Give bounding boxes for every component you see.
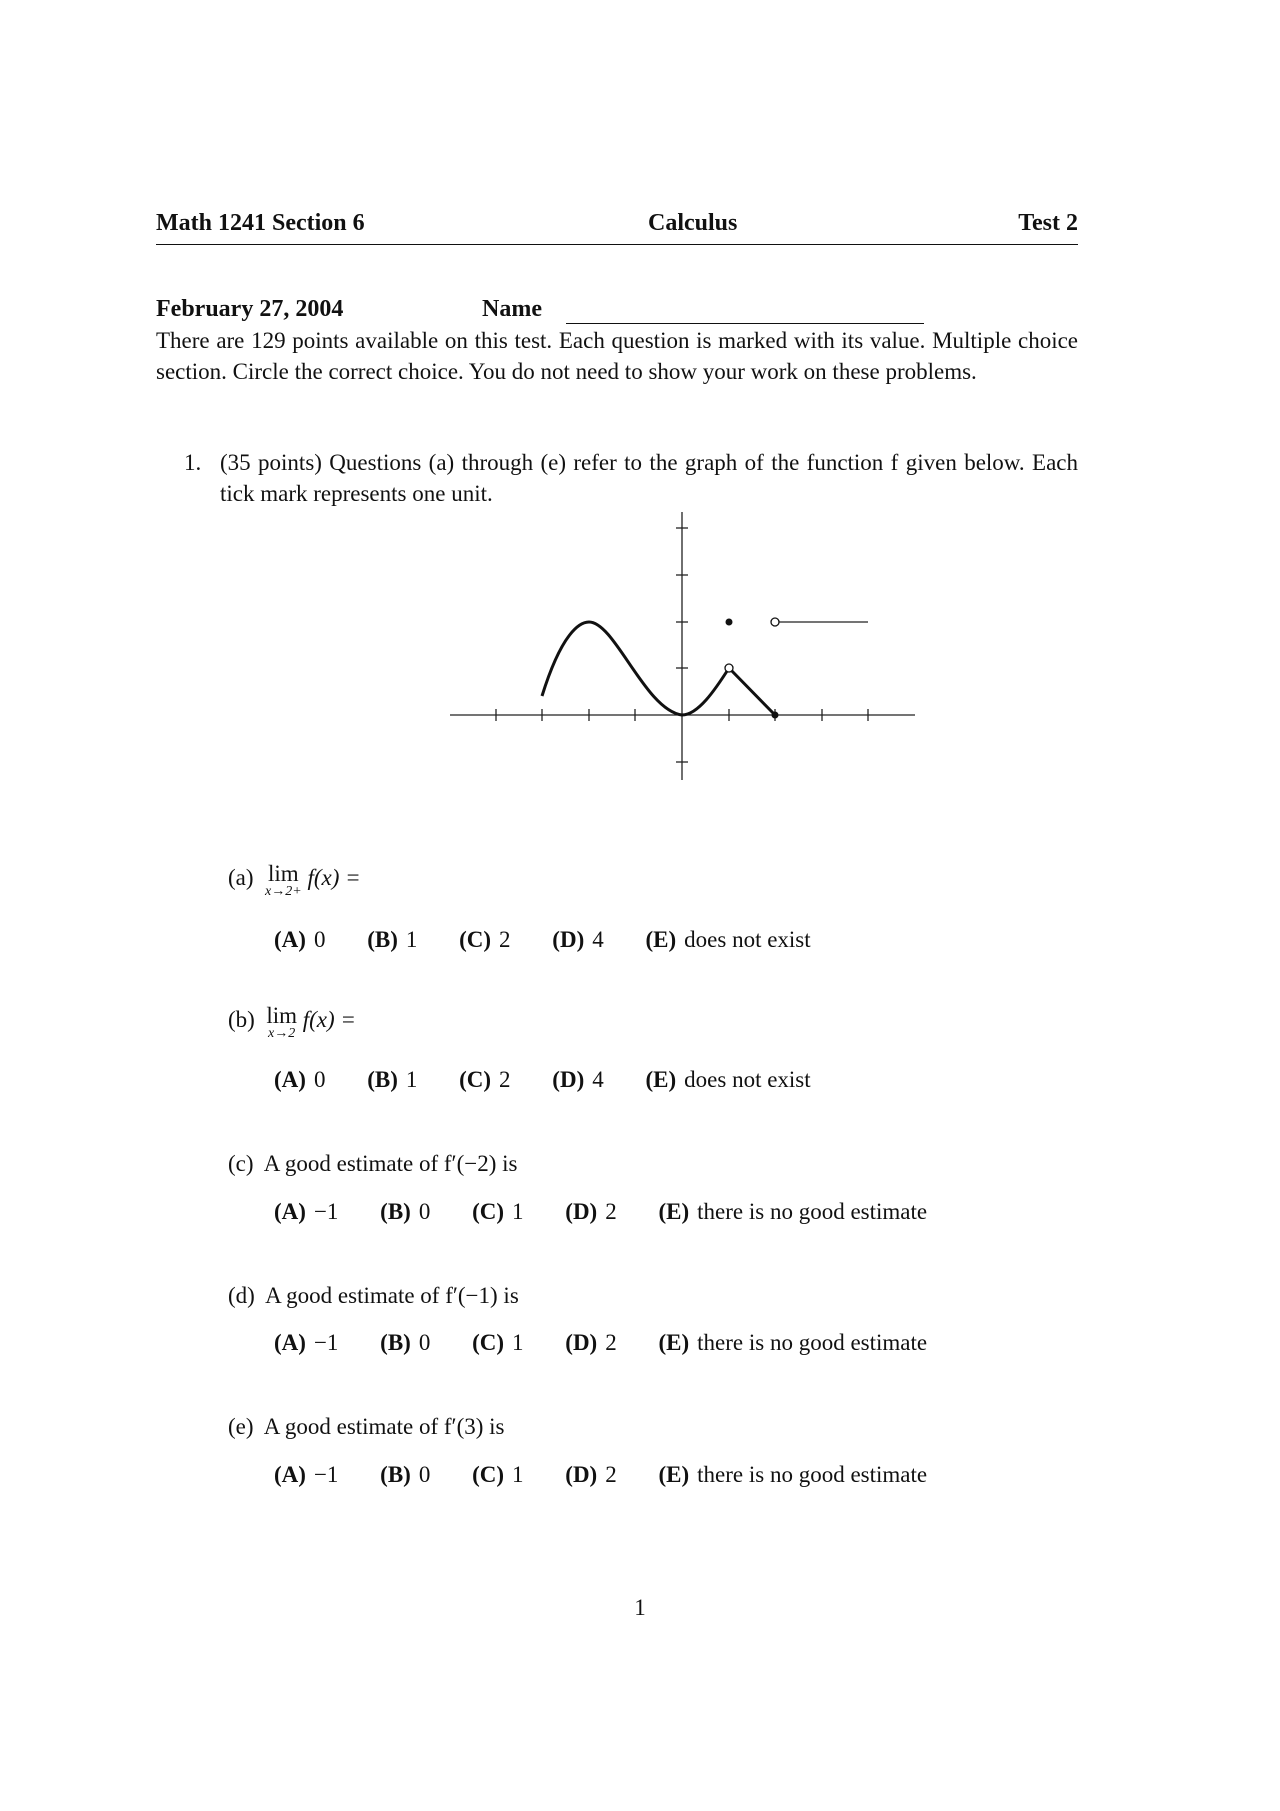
part-b — [228, 1004, 356, 1040]
part-d — [228, 1280, 519, 1311]
choice-e-D[interactable]: (D) 2 — [565, 1462, 617, 1487]
open-point-2-2 — [771, 618, 779, 626]
name-field-line[interactable] — [566, 323, 924, 324]
part-b-expr: f(x) = — [302, 1007, 356, 1032]
header-test: Test 2 — [1018, 210, 1078, 236]
name-label: Name — [482, 296, 542, 322]
part-e-label: (e) — [228, 1414, 254, 1439]
limit-a: lim x→2+ — [265, 861, 302, 899]
header-course: Math 1241 Section 6 — [156, 210, 365, 236]
question-1 — [184, 447, 1078, 509]
choice-e-E[interactable]: (E) there is no good estimate — [658, 1462, 928, 1487]
open-point-1-1 — [725, 664, 733, 672]
choice-c-C[interactable]: (C) 1 — [472, 1199, 524, 1224]
segment-down — [729, 668, 775, 715]
choice-b-A[interactable]: (A) 0 — [274, 1067, 326, 1092]
part-d-label: (d) — [228, 1283, 255, 1308]
choice-e-B[interactable]: (B) 0 — [380, 1462, 431, 1487]
filled-point-2-0 — [772, 712, 779, 719]
choice-d-C[interactable]: (C) 1 — [472, 1330, 524, 1355]
choices-c — [274, 1196, 963, 1227]
choice-a-C[interactable]: (C) 2 — [459, 927, 511, 952]
choices-d — [274, 1327, 963, 1358]
choice-c-B[interactable]: (B) 0 — [380, 1199, 431, 1224]
part-a-label: (a) — [228, 865, 254, 890]
choice-d-A[interactable]: (A) −1 — [274, 1330, 339, 1355]
choice-b-B[interactable]: (B) 1 — [367, 1067, 418, 1092]
choices-e — [274, 1459, 963, 1490]
choice-b-D[interactable]: (D) 4 — [552, 1067, 604, 1092]
header-subject: Calculus — [648, 210, 738, 236]
choice-a-E[interactable]: (E) does not exist — [645, 927, 811, 952]
choice-c-D[interactable]: (D) 2 — [565, 1199, 617, 1224]
choice-c-A[interactable]: (A) −1 — [274, 1199, 339, 1224]
choice-d-D[interactable]: (D) 2 — [565, 1330, 617, 1355]
part-e-prompt: A good estimate of f′(3) is — [263, 1414, 505, 1439]
choice-b-C[interactable]: (C) 2 — [459, 1067, 511, 1092]
function-graph — [440, 510, 920, 790]
test-date: February 27, 2004 — [156, 296, 344, 322]
header-rule — [156, 244, 1078, 245]
choice-d-B[interactable]: (B) 0 — [380, 1330, 431, 1355]
filled-point-1-2 — [726, 619, 733, 626]
choice-b-E[interactable]: (E) does not exist — [645, 1067, 811, 1092]
part-a-expr: f(x) = — [307, 865, 361, 890]
choice-d-E[interactable]: (E) there is no good estimate — [658, 1330, 928, 1355]
choice-e-C[interactable]: (C) 1 — [472, 1462, 524, 1487]
limit-b: lim x→2 — [266, 1003, 297, 1041]
part-e — [228, 1411, 505, 1442]
part-d-prompt: A good estimate of f′(−1) is — [265, 1283, 519, 1308]
choice-a-D[interactable]: (D) 4 — [552, 927, 604, 952]
choices-a — [274, 924, 847, 955]
question-number: 1. — [184, 450, 202, 475]
choice-e-A[interactable]: (A) −1 — [274, 1462, 339, 1487]
part-c-prompt: A good estimate of f′(−2) is — [263, 1151, 518, 1176]
part-c-label: (c) — [228, 1151, 254, 1176]
page-number: 1 — [634, 1595, 646, 1620]
choice-a-A[interactable]: (A) 0 — [274, 927, 326, 952]
curve-left — [542, 622, 729, 715]
instructions: There are 129 points available on this test. Each question is marked with its value. Multiple choice section. Circle the correct choice. You do not need to show your work on these problems. — [156, 328, 1078, 384]
question-text: (35 points) Questions (a) through (e) refer to the graph of the function f given below. Each tick mark represents one unit. — [220, 450, 1078, 506]
choice-a-B[interactable]: (B) 1 — [367, 927, 418, 952]
part-a — [228, 862, 361, 898]
choices-b — [274, 1064, 847, 1095]
part-c — [228, 1148, 517, 1179]
part-b-label: (b) — [228, 1007, 255, 1032]
choice-c-E[interactable]: (E) there is no good estimate — [658, 1199, 928, 1224]
